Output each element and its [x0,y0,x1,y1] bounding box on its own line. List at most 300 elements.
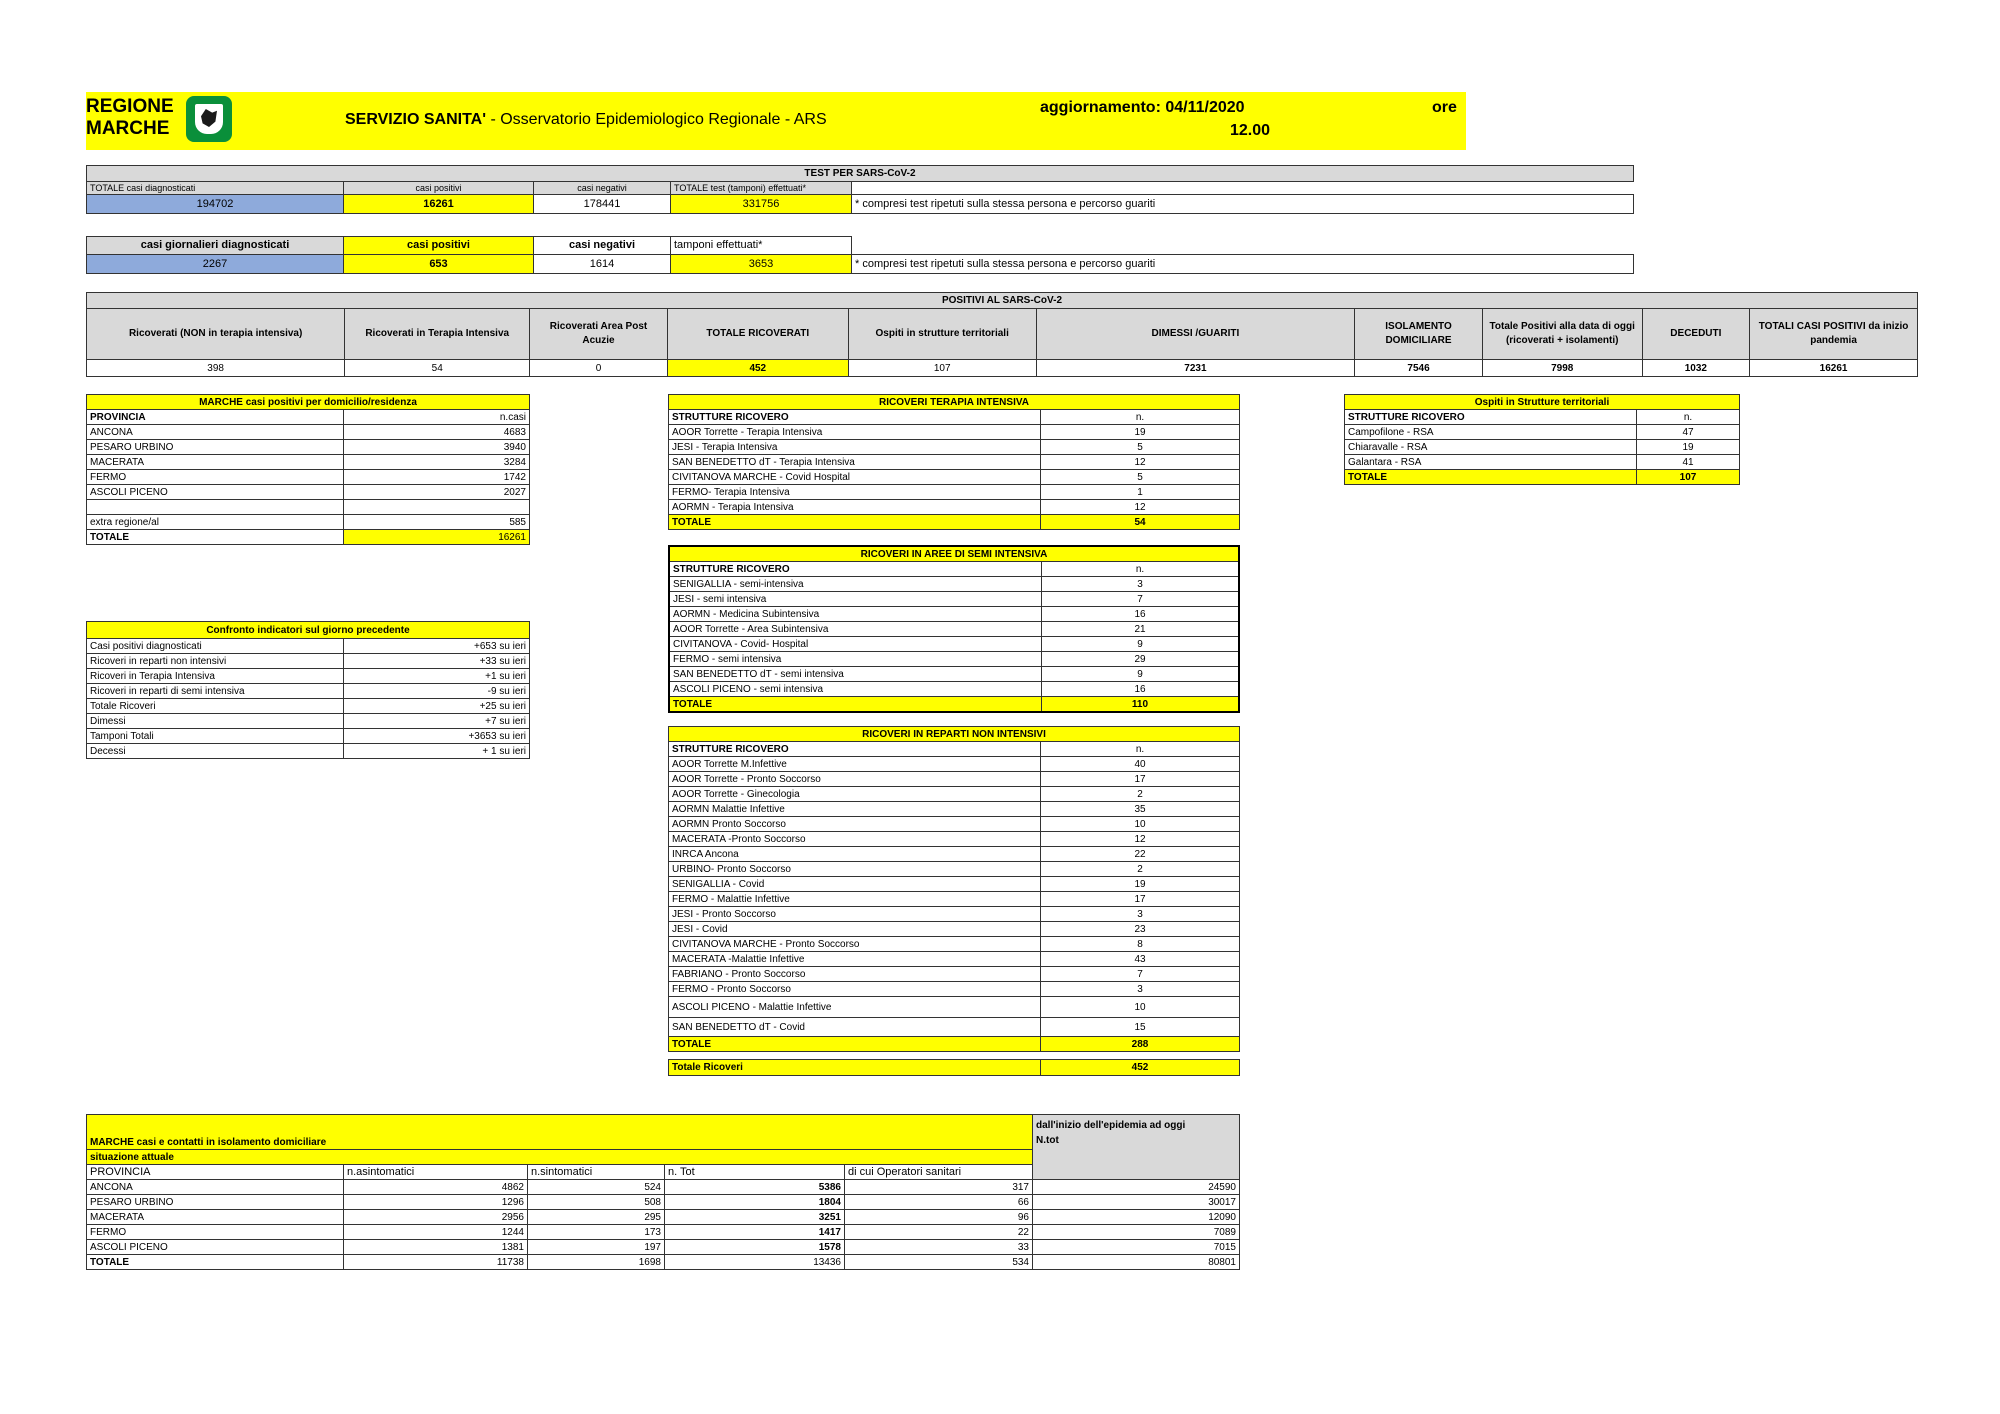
si-total: 110 [1042,697,1240,713]
th-casi-positivi: casi positivi [344,182,534,195]
table-cell: URBINO- Pronto Soccorso [669,862,1041,877]
th-ospiti: Ospiti in strutture territoriali [848,309,1036,360]
table-row [87,515,530,530]
table-cell: AORMN Pronto Soccorso [669,817,1041,832]
table-row [669,470,1240,485]
text-span: dall'inizio dell'epidemia ad oggi [1036,1120,1186,1131]
table-cell: Casi positivi diagnosticati [87,639,344,654]
table-cell: Chiaravalle - RSA [1345,440,1637,455]
ospiti-table [1344,394,1740,485]
table-cell: JESI - Pronto Soccorso [669,907,1041,922]
table-header-row [87,530,530,545]
text-span: SERVIZIO SANITA' [345,111,487,128]
table-row [669,967,1240,982]
table-cell: JESI - Covid [669,922,1041,937]
provincia-total: 16261 [344,530,530,545]
table-cell: 4862 [344,1180,528,1195]
table-header-row [669,1037,1240,1052]
table-cell: 4683 [344,425,530,440]
semi-intensiva-table [668,545,1240,713]
th-totale-test: TOTALE test (tamponi) effettuati* [671,182,852,195]
table-cell: 12090 [1033,1210,1240,1225]
table-cell: 5 [1041,470,1240,485]
table-cell: -9 su ieri [344,684,530,699]
table-header-row [87,195,1634,214]
table-cell: ANCONA [87,1180,344,1195]
table-cell: MACERATA -Malattie Infettive [669,952,1041,967]
table-cell: TOTALE [87,1255,344,1270]
val-ospiti: 107 [848,360,1036,377]
table-cell: AOOR Torrette - Area Subintensiva [669,622,1042,637]
table-row [87,729,530,744]
table-row [669,802,1240,817]
table-header-row [669,742,1240,757]
totale-ricoveri-label: Totale Ricoveri [669,1060,1041,1076]
th-dimessi: DIMESSI /GUARITI [1036,309,1355,360]
val-isolamento: 7546 [1355,360,1483,377]
val-deceduti: 1032 [1642,360,1750,377]
table-cell: 16 [1042,607,1240,622]
table-cell: Ricoveri in reparti di semi intensiva [87,684,344,699]
table-header-row [87,360,1918,377]
table-header-row [669,515,1240,530]
table-cell: FERMO [87,470,344,485]
table-row [669,425,1240,440]
table-cell: SAN BENEDETTO dT - Covid [669,1018,1041,1037]
val-totale-positivi: 7998 [1482,360,1642,377]
table-row [669,757,1240,772]
table-cell: +653 su ieri [344,639,530,654]
table-row [669,682,1239,697]
val-casi-positivi: 16261 [344,195,534,214]
table-cell: 35 [1041,802,1240,817]
th-daily-tamponi: tamponi effettuati* [671,237,852,255]
table-cell: AOOR Torrette - Pronto Soccorso [669,772,1041,787]
table-row [87,639,530,654]
table-cell: 7 [1042,592,1240,607]
table-cell: 40 [1041,757,1240,772]
table-row [87,744,530,759]
isolamento-table [86,1114,1240,1270]
table-row [669,952,1240,967]
table-cell: Ricoveri in Terapia Intensiva [87,669,344,684]
table-cell: 508 [528,1195,665,1210]
table-row [87,669,530,684]
table-cell: 13436 [665,1255,845,1270]
table-cell [87,500,344,515]
ospiti-total: 107 [1637,470,1740,485]
table-row [669,652,1239,667]
table-cell: 29 [1042,652,1240,667]
table-cell: CIVITANOVA - Covid- Hospital [669,637,1042,652]
table-row [669,622,1239,637]
table-cell: +33 su ieri [344,654,530,669]
confronto-title: Confronto indicatori sul giorno precedente [87,622,530,639]
th-casi-giornalieri: casi giornalieri diagnosticati [87,237,344,255]
positivi-table [86,292,1918,377]
table-cell: 33 [845,1240,1033,1255]
val-casi-negativi: 178441 [534,195,671,214]
provincia-total-label: TOTALE [87,530,344,545]
th-daily-positivi: casi positivi [344,237,534,255]
table-header-row [669,546,1239,562]
regione-marche-logo [86,94,236,148]
table-row [669,772,1240,787]
table-row [669,847,1240,862]
table-cell: 1 [1041,485,1240,500]
table-cell: FABRIANO - Pronto Soccorso [669,967,1041,982]
totale-ricoveri-table [668,1059,1240,1076]
table-cell: 80801 [1033,1255,1240,1270]
ni-title: RICOVERI IN REPARTI NON INTENSIVI [669,727,1240,742]
val-totale-test: 331756 [671,195,852,214]
table-row [87,470,530,485]
provincia-col1: PROVINCIA [87,410,344,425]
table-row [669,592,1239,607]
table-cell: 2027 [344,485,530,500]
tests-daily-note: * compresi test ripetuti sulla stessa persona e percorso guariti [852,255,1634,274]
th-deceduti: DECEDUTI [1642,309,1750,360]
tests-daily-table [86,236,1634,274]
table-cell: Campofilone - RSA [1345,425,1637,440]
provincia-table [86,394,530,545]
table-cell: 30017 [1033,1195,1240,1210]
table-row [87,1210,1240,1225]
text-span: - Osservatorio Epidemiologico Regionale - ARS [486,111,827,128]
table-row [87,699,530,714]
table-header-row [1345,470,1740,485]
table-cell: 16 [1042,682,1240,697]
table-cell: ASCOLI PICENO - Malattie Infettive [669,997,1041,1018]
table-cell: Galantara - RSA [1345,455,1637,470]
provincia-col2: n.casi [344,410,530,425]
table-cell: 17 [1041,772,1240,787]
table-row [669,485,1240,500]
table-cell: n. [1042,562,1240,577]
table-cell: 12 [1041,500,1240,515]
table-cell: TOTALE [1345,470,1637,485]
table-cell: 1698 [528,1255,665,1270]
non-intensivi-table [668,726,1240,1052]
val-daily-positivi: 653 [344,255,534,274]
tests-total-table [86,165,1634,214]
table-cell: MACERATA -Pronto Soccorso [669,832,1041,847]
table-cell: 2 [1041,787,1240,802]
table-row [87,654,530,669]
table-row [87,714,530,729]
table-cell: TOTALE [669,515,1041,530]
tests-total-title: TEST PER SARS-CoV-2 [87,166,1634,182]
table-cell: FERMO- Terapia Intensiva [669,485,1041,500]
table-cell: 15 [1041,1018,1240,1037]
val-casi-giornalieri: 2267 [87,255,344,274]
table-cell: JESI - semi intensiva [669,592,1042,607]
table-header-row [87,293,1918,309]
table-row [1345,425,1740,440]
table-cell: 197 [528,1240,665,1255]
table-cell: 3 [1041,982,1240,997]
table-header-row [669,1060,1240,1076]
table-cell: 173 [528,1225,665,1240]
th-totali-casi: TOTALI CASI POSITIVI da inizio pandemia [1750,309,1918,360]
val-ricoverati-non-ti: 398 [87,360,345,377]
table-cell: AOOR Torrette - Ginecologia [669,787,1041,802]
table-cell: + 1 su ieri [344,744,530,759]
table-cell: SENIGALLIA - semi-intensiva [669,577,1042,592]
table-cell: Totale Ricoveri [87,699,344,714]
ti-title: RICOVERI TERAPIA INTENSIVA [669,395,1240,410]
table-cell: 11738 [344,1255,528,1270]
table-cell: 47 [1637,425,1740,440]
table-cell: +25 su ieri [344,699,530,714]
isolamento-total-row [87,1255,1240,1270]
table-header-row [87,182,1634,195]
table-header-row [1345,410,1740,425]
table-cell: CIVITANOVA MARCHE - Pronto Soccorso [669,937,1041,952]
table-cell: FERMO - semi intensiva [669,652,1042,667]
table-cell: AOOR Torrette - Terapia Intensiva [669,425,1041,440]
table-cell: PESARO URBINO [87,1195,344,1210]
table-cell: 1244 [344,1225,528,1240]
table-cell [344,500,530,515]
table-header-row [669,410,1240,425]
table-cell: n. Tot [665,1165,845,1180]
table-cell: AOOR Torrette M.Infettive [669,757,1041,772]
table-cell: 22 [1041,847,1240,862]
totale-ricoveri-value: 452 [1041,1060,1240,1076]
table-cell: STRUTTURE RICOVERO [669,562,1042,577]
th-totale-positivi: Totale Positivi alla data di oggi (ricoverati + isolamenti) [1482,309,1642,360]
table-cell: 17 [1041,892,1240,907]
table-row [669,440,1240,455]
table-row [669,607,1239,622]
table-cell: 1381 [344,1240,528,1255]
provincia-title: MARCHE casi positivi per domicilio/residenza [87,395,530,410]
table-header-row [1345,395,1740,410]
table-cell: 96 [845,1210,1033,1225]
text-span: N.tot [1036,1135,1059,1146]
table-cell: 2 [1041,862,1240,877]
table-cell: TOTALE [669,697,1042,713]
table-cell: SAN BENEDETTO dT - semi intensiva [669,667,1042,682]
val-totale-casi: 194702 [87,195,344,214]
table-cell: n. [1041,410,1240,425]
table-cell: 22 [845,1225,1033,1240]
table-row [87,500,530,515]
table-cell: 1742 [344,470,530,485]
table-cell: 585 [344,515,530,530]
isolamento-subtitle: situazione attuale [87,1150,1033,1165]
table-row [669,667,1239,682]
ore-label: ore [1432,99,1457,116]
table-cell [852,182,1634,195]
ni-total: 288 [1041,1037,1240,1052]
table-cell: 66 [845,1195,1033,1210]
table-cell: +1 su ieri [344,669,530,684]
table-cell: JESI - Terapia Intensiva [669,440,1041,455]
table-row [669,637,1239,652]
table-cell: 1417 [665,1225,845,1240]
table-cell: extra regione/al [87,515,344,530]
table-cell: FERMO - Pronto Soccorso [669,982,1041,997]
table-cell: 10 [1041,817,1240,832]
table-cell: 3 [1041,907,1240,922]
table-cell: 3284 [344,455,530,470]
table-header-row [669,727,1240,742]
table-cell: AORMN - Terapia Intensiva [669,500,1041,515]
table-cell: n. [1041,742,1240,757]
logo-line2: MARCHE [86,118,170,139]
val-daily-tamponi: 3653 [671,255,852,274]
table-cell: ASCOLI PICENO [87,485,344,500]
th-casi-negativi: casi negativi [534,182,671,195]
table-cell: 24590 [1033,1180,1240,1195]
table-cell: 7089 [1033,1225,1240,1240]
table-row [669,862,1240,877]
table-cell: 9 [1042,667,1240,682]
table-header-row [87,309,1918,360]
ospiti-title: Ospiti in Strutture territoriali [1345,395,1740,410]
table-cell: 3 [1042,577,1240,592]
table-row [669,907,1240,922]
table-header-row [87,255,1634,274]
table-row [669,997,1240,1018]
si-title: RICOVERI IN AREE DI SEMI INTENSIVA [669,546,1239,562]
isolamento-title: MARCHE casi e contatti in isolamento domiciliare [87,1115,1033,1150]
table-cell: 43 [1041,952,1240,967]
table-header-row [87,237,1634,255]
table-cell: INRCA Ancona [669,847,1041,862]
val-totali-casi: 16261 [1750,360,1918,377]
table-header-row [87,622,530,639]
table-row [669,892,1240,907]
table-cell: 19 [1637,440,1740,455]
table-row [669,922,1240,937]
table-header-row [87,166,1634,182]
table-cell: Ricoveri in reparti non intensivi [87,654,344,669]
table-cell: 3940 [344,440,530,455]
table-row [87,1225,1240,1240]
table-row [87,1195,1240,1210]
table-cell: 317 [845,1180,1033,1195]
table-cell [852,237,1634,255]
table-cell: SENIGALLIA - Covid [669,877,1041,892]
table-header-row [669,562,1239,577]
table-header-row [669,395,1240,410]
table-cell: FERMO [87,1225,344,1240]
table-row [669,877,1240,892]
table-cell: 2956 [344,1210,528,1225]
table-cell: Dimessi [87,714,344,729]
tests-total-note: * compresi test ripetuti sulla stessa persona e percorso guariti [852,195,1634,214]
table-cell: di cui Operatori sanitari [845,1165,1033,1180]
table-cell: 524 [528,1180,665,1195]
val-ricoverati-ti: 54 [345,360,530,377]
table-cell: PESARO URBINO [87,440,344,455]
ti-total: 54 [1041,515,1240,530]
table-cell: n.asintomatici [344,1165,528,1180]
table-row [669,1018,1240,1037]
table-cell: SAN BENEDETTO dT - Terapia Intensiva [669,455,1041,470]
table-row [669,937,1240,952]
table-cell: n.sintomatici [528,1165,665,1180]
table-cell: 5386 [665,1180,845,1195]
table-row [1345,455,1740,470]
table-cell: AORMN - Medicina Subintensiva [669,607,1042,622]
table-cell: 1296 [344,1195,528,1210]
table-cell: 12 [1041,832,1240,847]
table-header-row [669,697,1239,713]
table-row [1345,440,1740,455]
table-cell: STRUTTURE RICOVERO [669,410,1041,425]
table-cell: MACERATA [87,1210,344,1225]
table-cell: 23 [1041,922,1240,937]
th-ricoverati-ti: Ricoverati in Terapia Intensiva [345,309,530,360]
val-daily-negativi: 1614 [534,255,671,274]
positivi-title: POSITIVI AL SARS-CoV-2 [87,293,1918,309]
table-cell: 41 [1637,455,1740,470]
val-totale-ricoverati: 452 [667,360,848,377]
table-cell: STRUTTURE RICOVERO [1345,410,1637,425]
table-row [87,455,530,470]
table-row [87,425,530,440]
update-time: 12.00 [1230,122,1271,139]
table-row [87,485,530,500]
table-cell: ANCONA [87,425,344,440]
table-header-row [87,395,530,410]
table-row [669,455,1240,470]
table-cell: n. [1637,410,1740,425]
table-row [87,440,530,455]
table-header-row [87,410,530,425]
logo-line1: REGIONE [86,96,174,117]
terapia-intensiva-table [668,394,1240,530]
table-header-row [87,1115,1240,1150]
th-totale-casi: TOTALE casi diagnosticati [87,182,344,195]
table-cell: 1578 [665,1240,845,1255]
table-row [669,817,1240,832]
table-cell: 1804 [665,1195,845,1210]
table-cell: TOTALE [669,1037,1041,1052]
table-cell: +3653 su ieri [344,729,530,744]
table-cell: MACERATA [87,455,344,470]
val-dimessi: 7231 [1036,360,1355,377]
th-post-acuzie: Ricoverati Area Post Acuzie [530,309,668,360]
table-row [87,1180,1240,1195]
table-cell: CIVITANOVA MARCHE - Covid Hospital [669,470,1041,485]
table-cell: ASCOLI PICENO [87,1240,344,1255]
val-post-acuzie: 0 [530,360,668,377]
table-row [669,500,1240,515]
table-cell: STRUTTURE RICOVERO [669,742,1041,757]
table-row [87,1240,1240,1255]
table-cell: FERMO - Malattie Infettive [669,892,1041,907]
table-row [669,787,1240,802]
isolamento-right-header [1033,1115,1240,1180]
table-cell: 8 [1041,937,1240,952]
th-ricoverati-non-ti: Ricoverati (NON in terapia intensiva) [87,309,345,360]
page-title [345,111,827,129]
table-cell: 3251 [665,1210,845,1225]
th-daily-negativi: casi negativi [534,237,671,255]
confronto-table [86,621,530,759]
table-cell: 5 [1041,440,1240,455]
table-cell: 534 [845,1255,1033,1270]
th-totale-ricoverati: TOTALE RICOVERATI [667,309,848,360]
table-cell: +7 su ieri [344,714,530,729]
table-row [669,982,1240,997]
table-cell: 21 [1042,622,1240,637]
